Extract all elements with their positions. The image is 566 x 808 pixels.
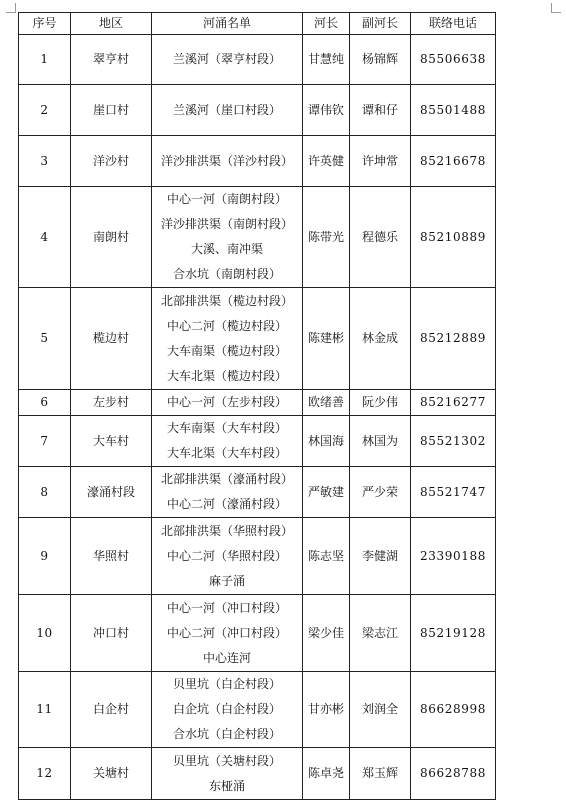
- cell-area: 华照村: [71, 518, 152, 595]
- header-rivers: 河涌名单: [152, 13, 303, 35]
- cell-rivers: [152, 288, 303, 390]
- river-name: 中心一河（冲口村段）: [166, 600, 287, 615]
- cell-phone: 85216678: [411, 136, 496, 187]
- cell-no: 3: [19, 136, 71, 187]
- cell-rivers: [152, 467, 303, 518]
- river-name: 中心二河（榄边村段）: [166, 318, 287, 333]
- table-row: [19, 518, 496, 595]
- cell-chief: 甘亦彬: [303, 672, 350, 748]
- cell-phone: 86628998: [411, 672, 496, 748]
- table-row: [19, 288, 496, 390]
- cell-deputy: 李健湖: [350, 518, 411, 595]
- page-corner-mark-left: [6, 3, 16, 13]
- cell-area: 榄边村: [71, 288, 152, 390]
- cell-no: 10: [19, 595, 71, 672]
- river-name: 北部排洪渠（濠涌村段）: [160, 472, 293, 486]
- cell-area: 冲口村: [71, 595, 152, 672]
- table-row: [19, 595, 496, 672]
- river-name: 洋沙排洪渠（洋沙村段）: [160, 153, 293, 168]
- cell-no: 4: [19, 187, 71, 288]
- river-name: 中心二河（冲口村段）: [166, 625, 287, 640]
- river-name: 白企坑（白企村段）: [172, 702, 281, 716]
- header-area: 地区: [71, 13, 152, 35]
- cell-no: 8: [19, 467, 71, 518]
- river-name: 大车南渠（榄边村段）: [166, 343, 287, 358]
- table-row: [19, 85, 496, 136]
- cell-deputy: 杨锦辉: [350, 35, 411, 85]
- cell-area: 崖口村: [71, 85, 152, 136]
- river-name: 洋沙排洪渠（南朗村段）: [160, 217, 293, 231]
- table-row: [19, 748, 496, 800]
- cell-chief: 陈带光: [303, 187, 350, 288]
- cell-no: 7: [19, 416, 71, 467]
- cell-deputy: 林国为: [350, 416, 411, 467]
- cell-area: 大车村: [71, 416, 152, 467]
- table-row: [19, 35, 496, 85]
- cell-chief: 陈建彬: [303, 288, 350, 390]
- cell-rivers: [152, 85, 303, 136]
- cell-deputy: 林金成: [350, 288, 411, 390]
- cell-area: 洋沙村: [71, 136, 152, 187]
- river-name: 大车北渠（大车村段）: [166, 446, 287, 460]
- river-name: 贝里坑（关塘村段）: [172, 753, 281, 768]
- header-chief: 河长: [303, 13, 350, 35]
- cell-rivers: [152, 595, 303, 672]
- cell-phone: 85212889: [411, 288, 496, 390]
- table-row: [19, 467, 496, 518]
- table-header: [19, 13, 496, 35]
- river-name: 中心二河（华照村段）: [166, 548, 287, 563]
- river-name: 贝里坑（白企村段）: [172, 677, 281, 691]
- cell-phone: 85219128: [411, 595, 496, 672]
- page-corner-mark-right: [551, 3, 561, 13]
- cell-chief: 欧绪善: [303, 390, 350, 416]
- river-name: 大车北渠（榄边村段）: [166, 368, 287, 383]
- cell-rivers: [152, 672, 303, 748]
- river-name: 北部排洪渠（华照村段）: [160, 523, 293, 538]
- table-row: [19, 416, 496, 467]
- cell-deputy: 程德乐: [350, 187, 411, 288]
- cell-no: 6: [19, 390, 71, 416]
- header-deputy: 副河长: [350, 13, 411, 35]
- cell-area: 翠亨村: [71, 35, 152, 85]
- cell-area: 关塘村: [71, 748, 152, 800]
- cell-deputy: 郑玉辉: [350, 748, 411, 800]
- cell-rivers: [152, 35, 303, 85]
- cell-deputy: 许坤常: [350, 136, 411, 187]
- river-name: 北部排洪渠（榄边村段）: [160, 293, 293, 308]
- cell-area: 濠涌村段: [71, 467, 152, 518]
- cell-chief: 陈志坚: [303, 518, 350, 595]
- cell-deputy: 刘润全: [350, 672, 411, 748]
- river-name: 兰溪河（翠亨村段）: [172, 52, 281, 66]
- cell-chief: 甘慧纯: [303, 35, 350, 85]
- cell-phone: 85521747: [411, 467, 496, 518]
- cell-phone: 85501488: [411, 85, 496, 136]
- cell-rivers: [152, 416, 303, 467]
- river-name: 中心一河（南朗村段）: [166, 192, 287, 206]
- cell-phone: 85521302: [411, 416, 496, 467]
- cell-phone: 85506638: [411, 35, 496, 85]
- cell-rivers: [152, 518, 303, 595]
- table-row: [19, 187, 496, 288]
- cell-no: 12: [19, 748, 71, 800]
- river-name: 中心二河（濠涌村段）: [166, 497, 287, 511]
- cell-chief: 严敏建: [303, 467, 350, 518]
- cell-area: 南朗村: [71, 187, 152, 288]
- cell-rivers: [152, 748, 303, 800]
- cell-rivers: [152, 390, 303, 416]
- cell-phone: 86628788: [411, 748, 496, 800]
- cell-chief: 许英健: [303, 136, 350, 187]
- table-body: [19, 35, 496, 800]
- river-chief-table: [18, 12, 496, 800]
- cell-chief: 梁少佳: [303, 595, 350, 672]
- header-phone: 联络电话: [411, 13, 496, 35]
- cell-no: 9: [19, 518, 71, 595]
- cell-no: 1: [19, 35, 71, 85]
- river-name: 中心一河（左步村段）: [166, 395, 287, 409]
- table-row: [19, 672, 496, 748]
- table-row: [19, 390, 496, 416]
- river-name: 大溪、南冲渠: [190, 242, 263, 256]
- cell-deputy: 阮少伟: [350, 390, 411, 416]
- cell-phone: 85216277: [411, 390, 496, 416]
- cell-chief: 谭伟钦: [303, 85, 350, 136]
- header-row: [19, 13, 496, 35]
- river-name: 大车南渠（大车村段）: [166, 421, 287, 435]
- cell-deputy: 谭和仔: [350, 85, 411, 136]
- river-name: 兰溪河（崖口村段）: [172, 102, 281, 117]
- cell-chief: 陈卓尧: [303, 748, 350, 800]
- river-name: 中心连河: [202, 650, 251, 665]
- cell-no: 2: [19, 85, 71, 136]
- header-no: 序号: [19, 13, 71, 35]
- table-row: [19, 136, 496, 187]
- cell-no: 11: [19, 672, 71, 748]
- river-name: 麻子涌: [208, 573, 245, 588]
- river-name: 东桠涌: [208, 778, 245, 793]
- river-name: 合水坑（白企村段）: [172, 727, 281, 741]
- cell-area: 白企村: [71, 672, 152, 748]
- cell-phone: 23390188: [411, 518, 496, 595]
- cell-rivers: [152, 136, 303, 187]
- cell-deputy: 梁志江: [350, 595, 411, 672]
- cell-area: 左步村: [71, 390, 152, 416]
- cell-no: 5: [19, 288, 71, 390]
- cell-chief: 林国海: [303, 416, 350, 467]
- cell-rivers: [152, 187, 303, 288]
- river-name: 合水坑（南朗村段）: [172, 267, 281, 281]
- cell-deputy: 严少荣: [350, 467, 411, 518]
- cell-phone: 85210889: [411, 187, 496, 288]
